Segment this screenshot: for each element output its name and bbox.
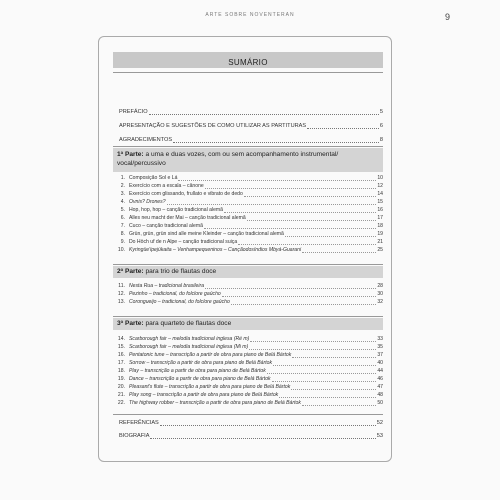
part-1-label: 1ª Parte: (117, 151, 144, 158)
dot-leader (279, 391, 376, 398)
list-item (113, 230, 383, 238)
dot-leader (302, 399, 376, 406)
toc-entry-label: AGRADECIMENTOS (119, 137, 173, 143)
toc-entry-label: APRESENTAÇÃO E SUGESTÕES DE COMO UTILIZAR AS PARTITURAS (119, 123, 307, 129)
item-page: 44 (377, 368, 383, 374)
dot-leader (178, 174, 376, 181)
dot-leader (285, 230, 376, 237)
dot-leader (167, 198, 377, 205)
item-page: 25 (377, 247, 383, 253)
item-title: Scarborough fair – melodia tradicional inglesa (Ré m) (129, 336, 250, 342)
toc-entry-label: PREFÁCIO (119, 109, 148, 115)
item-page: 32 (377, 299, 383, 305)
divider (113, 264, 383, 265)
item-page: 48 (377, 392, 383, 398)
toc-entry-page: 6 (379, 123, 383, 129)
toc-title: SUMÁRIO (228, 58, 268, 67)
dot-leader (292, 351, 376, 358)
item-number: 14. (117, 336, 125, 342)
item-page: 10 (377, 175, 383, 181)
item-number: 9. (120, 239, 125, 245)
toc-entry-prefacio (119, 108, 383, 117)
item-title: Do Höch uf de n Alpe – canção tradicional suiça (129, 239, 238, 245)
dot-leader (238, 238, 376, 245)
toc-entry-label: BIOGRAFIA (119, 433, 150, 439)
item-number: 6. (120, 215, 125, 221)
list-item (113, 335, 383, 343)
dot-leader (250, 335, 376, 342)
part-2-description: para trio de flautas doce (143, 268, 217, 275)
item-page: 17 (377, 215, 383, 221)
list-item (113, 298, 383, 306)
dot-leader (222, 290, 377, 297)
item-number: 1. (120, 175, 125, 181)
toc-entry-page: 8 (379, 137, 383, 143)
dot-leader (205, 182, 377, 189)
item-title: Scarborough fair – melodia tradicional inglesa (Mi m) (129, 344, 249, 350)
item-number: 7. (120, 223, 125, 229)
list-item (113, 367, 383, 375)
divider (113, 146, 383, 147)
divider (113, 72, 383, 73)
list-item (113, 351, 383, 359)
part-2-heading (113, 266, 383, 278)
item-number: 19. (117, 376, 125, 382)
item-title: Ovnis? Drones? (129, 199, 166, 205)
item-number: 16. (117, 352, 125, 358)
item-number: 3. (120, 191, 125, 197)
list-item (113, 214, 383, 222)
item-page: 37 (377, 352, 383, 358)
dot-leader (307, 122, 379, 129)
part-2-label: 2ª Parte: (117, 268, 144, 275)
item-number: 15. (117, 344, 125, 350)
list-item (113, 282, 383, 290)
item-title: Play song – transcrição a partir de obra para piano de Belá Bártok (129, 392, 279, 398)
item-title: Cuco – canção tradicional alemã (129, 223, 203, 229)
item-page: 46 (377, 376, 383, 382)
list-item (113, 399, 383, 407)
item-page: 19 (377, 231, 383, 237)
list-item (113, 383, 383, 391)
list-item (113, 182, 383, 190)
list-item (113, 222, 383, 230)
dot-leader (204, 222, 376, 229)
toc-entry-page: 52 (376, 420, 383, 426)
dot-leader (224, 206, 376, 213)
part-3-label: 3ª Parte: (117, 320, 144, 327)
list-item (113, 238, 383, 246)
item-page: 12 (377, 183, 383, 189)
divider (113, 316, 383, 317)
item-title: Exercício com glissando, frullato e vibrato de dedo (129, 191, 243, 197)
list-item (113, 198, 383, 206)
item-number: 2. (120, 183, 125, 189)
item-number: 12. (117, 291, 125, 297)
item-number: 5. (120, 207, 125, 213)
toc-entry-page: 53 (376, 433, 383, 439)
dot-leader (205, 282, 376, 289)
item-title: The highway robber – transcrição a partir de obra para piano de Belá Bártok (129, 400, 301, 406)
item-number: 18. (117, 368, 125, 374)
item-number: 20. (117, 384, 125, 390)
toc-title-bar (113, 52, 383, 68)
running-head: ARTE SOBRE NOVENTERAN (205, 12, 295, 18)
list-item (113, 391, 383, 399)
item-title: Pentatonic tune – transcrição a partir de obra para piano de Belá Bártok (129, 352, 292, 358)
list-item (113, 375, 383, 383)
dot-leader (149, 108, 379, 115)
toc-entry-page: 5 (379, 109, 383, 115)
item-title: Hop, hop, hop – canção tradicional alemã (129, 207, 224, 213)
dot-leader (231, 298, 377, 305)
item-page: 16 (377, 207, 383, 213)
part-1-description: a uma e duas vozes, com ou sem acompanhamento instrumental/ vocal/percussivo (117, 151, 339, 167)
item-number: 8. (120, 231, 125, 237)
item-title: Alles neu macht der Mai – canção tradicional alemã (129, 215, 246, 221)
part-1-heading (113, 148, 383, 172)
list-item (113, 246, 383, 254)
divider (113, 414, 383, 415)
dot-leader (272, 375, 377, 382)
item-title: Sorrow – transcrição a partir de obra para piano de Belá Bártok (129, 360, 272, 366)
item-title: Kyringüe'ipejúkaita – Venhampequeninos – Cançãodosíndios Mbyá-Guarani (129, 247, 302, 253)
dot-leader (273, 359, 376, 366)
item-page: 21 (377, 239, 383, 245)
toc-entry-agradecimentos (119, 136, 383, 145)
page-number: 9 (444, 12, 450, 22)
item-page: 30 (377, 291, 383, 297)
item-title: Composição Sol e Lá (129, 175, 178, 181)
item-page: 28 (377, 283, 383, 289)
item-number: 21. (117, 392, 125, 398)
item-title: Nesta Rua – tradicional brasileira (129, 283, 205, 289)
item-number: 10. (117, 247, 125, 253)
dot-leader (244, 190, 377, 197)
dot-leader (173, 136, 379, 143)
list-item (113, 190, 383, 198)
dot-leader (291, 383, 376, 390)
list-item (113, 290, 383, 298)
list-item (113, 206, 383, 214)
item-page: 15 (377, 199, 383, 205)
item-page: 47 (377, 384, 383, 390)
item-number: 13. (117, 299, 125, 305)
toc-entry-label: REFERÊNCIAS (119, 420, 159, 426)
item-title: Exercício com a escala – cânone (129, 183, 204, 189)
item-number: 4. (120, 199, 125, 205)
dot-leader (150, 432, 375, 439)
toc-entry-referencias (119, 419, 383, 428)
dot-leader (160, 419, 376, 426)
dot-leader (249, 343, 376, 350)
list-item (113, 343, 383, 351)
item-title: Pezinho – tradicional, do folclore gaúcho (129, 291, 221, 297)
dot-leader (302, 246, 376, 253)
part-3-description: para quarteto de flautas doce (143, 320, 232, 327)
item-number: 11. (118, 283, 125, 289)
item-page: 35 (377, 344, 383, 350)
item-title: Dance – transcrição a partir de obra para piano de Belá Bártok (129, 376, 271, 382)
toc-entry-biografia (119, 432, 383, 441)
item-title: Corongueijo – tradicional, do folclore gaúcho (129, 299, 230, 305)
item-title: Pleasant's flute – transcrição a partir de obra para piano de Belá Bártok (129, 384, 291, 390)
dot-leader (267, 367, 377, 374)
item-number: 22. (117, 400, 125, 406)
toc-entry-apresentacao (119, 122, 383, 131)
item-title: Grün, grün, grün sind alle meine Kleinder – canção tradicional alemã (129, 231, 284, 237)
item-page: 18 (377, 223, 383, 229)
dot-leader (247, 214, 377, 221)
list-item (113, 174, 383, 182)
item-page: 14 (377, 191, 383, 197)
part-3-heading (113, 318, 383, 330)
item-title: Play – transcrição a partir de obra para piano de Belá Bártok (129, 368, 266, 374)
item-number: 17. (117, 360, 125, 366)
item-page: 40 (377, 360, 383, 366)
item-page: 33 (377, 336, 383, 342)
item-page: 50 (377, 400, 383, 406)
list-item (113, 359, 383, 367)
